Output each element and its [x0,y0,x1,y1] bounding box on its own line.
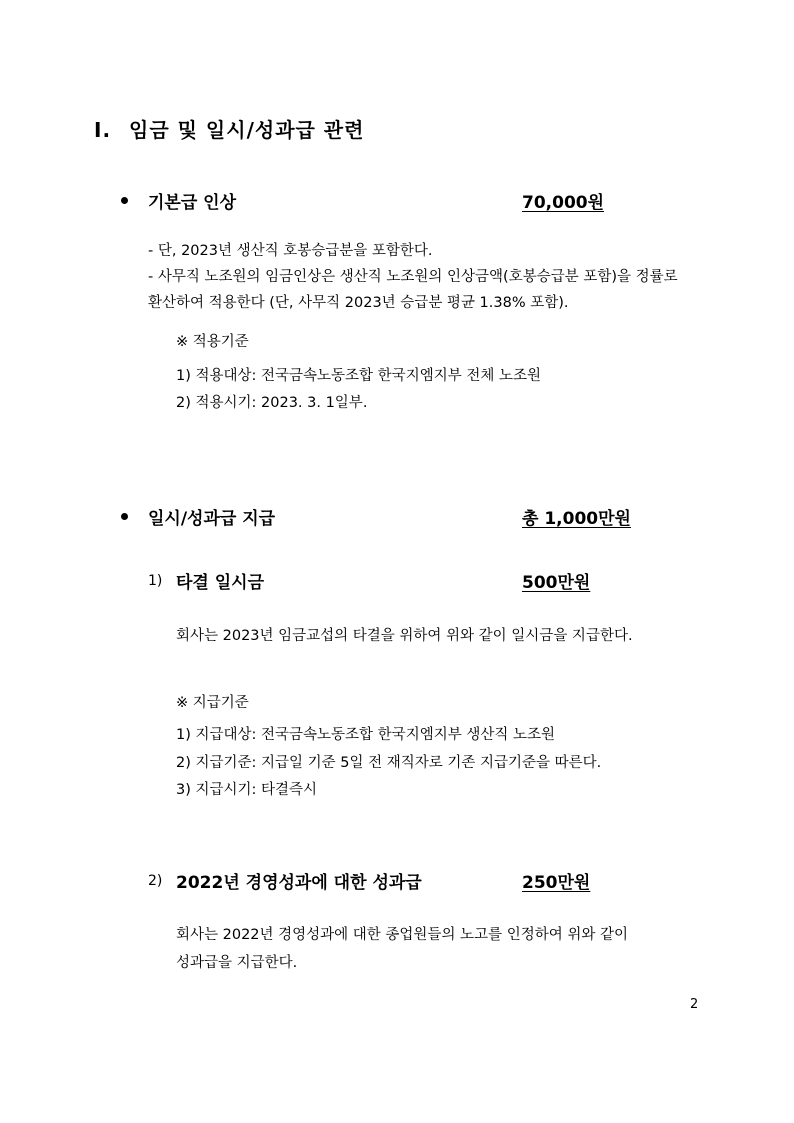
bullet-icon [121,197,128,204]
sub-item-1-label: 타결 일시금 [176,573,265,593]
sub-item-2-description-1: 회사는 2022년 경영성과에 대한 종업원들의 노고를 인정하여 위와 같이 [176,927,628,943]
bonus-label: 일시/성과급 지급 [148,509,276,529]
base-pay-amount: 70,000원 [522,193,605,213]
base-pay-note-2: - 사무직 노조원의 임금인상은 생산직 노조원의 인상금액(호봉승급분 포함)을 정률로 [148,269,678,285]
sub-item-1-description: 회사는 2023년 임금교섭의 타결을 위하여 위와 같이 일시금을 지급한다. [176,628,633,644]
bullet-icon [121,513,128,520]
sub-item-2-number: 2) [148,873,163,889]
section-heading [94,114,364,143]
base-pay-criteria-1: 1) 적용대상: 전국금속노동조합 한국지엠지부 전체 노조원 [176,368,541,384]
base-pay-label: 기본급 인상 [148,193,237,213]
sub-item-2-amount: 250만원 [522,873,591,893]
sub-item-1-criteria-3: 3) 지급시기: 타결즉시 [176,782,318,798]
section-title: 임금 및 일시/성과급 관련 [129,118,365,142]
sub-item-1-criteria-title: ※ 지급기준 [176,695,249,711]
sub-item-1-criteria-1: 1) 지급대상: 전국금속노동조합 한국지엠지부 생산직 노조원 [176,727,555,743]
sub-item-1-number: 1) [148,573,163,589]
sub-item-2-description-2: 성과급을 지급한다. [176,955,298,971]
page-number: 2 [690,997,699,1012]
sub-item-1-amount: 500만원 [522,573,591,593]
sub-item-1-criteria-2: 2) 지급기준: 지급일 기준 5일 전 재직자로 기존 지급기준을 따른다. [176,755,602,771]
base-pay-note-1: - 단, 2023년 생산직 호봉승급분을 포함한다. [148,243,433,259]
bonus-amount: 총 1,000만원 [522,509,631,529]
sub-item-2-label: 2022년 경영성과에 대한 성과급 [176,873,422,893]
base-pay-criteria-2: 2) 적용시기: 2023. 3. 1일부. [176,395,368,411]
base-pay-note-3: 환산하여 적용한다 (단, 사무직 2023년 승급분 평균 1.38% 포함). [148,295,569,311]
base-pay-criteria-title: ※ 적용기준 [176,334,249,350]
section-number: I. [94,118,112,142]
